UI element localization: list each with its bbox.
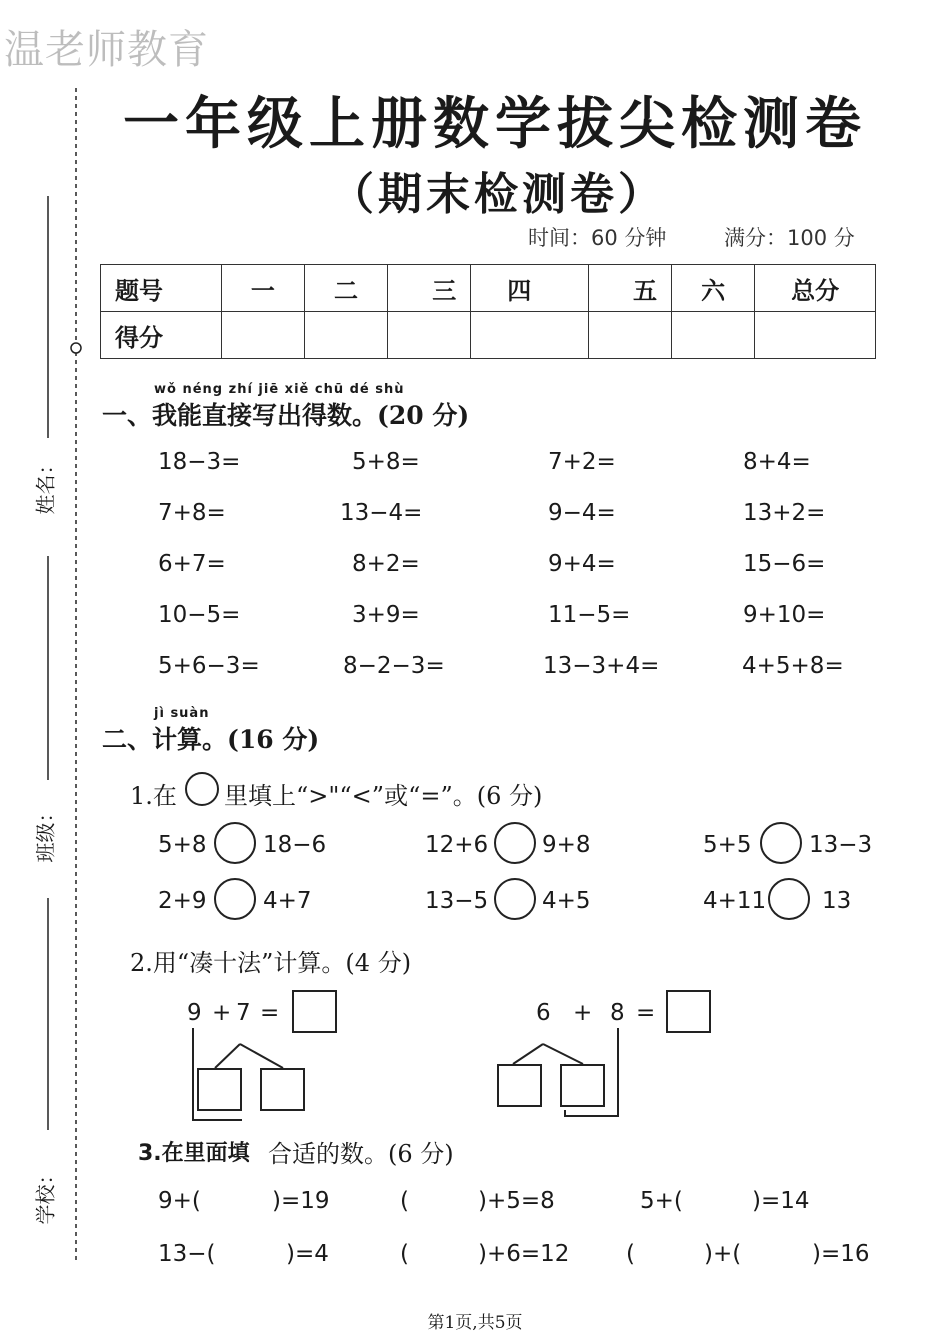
score-cell[interactable]	[755, 312, 876, 359]
compare-circle[interactable]	[494, 878, 536, 920]
q3-title-rest: 合适的数。(6 分)	[268, 1140, 454, 1168]
make-ten-right-b: 8	[610, 1000, 625, 1026]
score-header-cell: 二	[304, 265, 387, 312]
make-ten-left-diagram	[180, 1020, 320, 1130]
score-header-cell: 一	[221, 265, 304, 312]
make-ten-right-op: +	[573, 1000, 593, 1026]
fill-blank-part: )+5=8	[478, 1188, 555, 1214]
compare-left: 13−5	[425, 888, 489, 914]
fill-blank-part: )=16	[812, 1241, 870, 1267]
score-table	[100, 264, 876, 359]
page-title: 一年级上册数学拔尖检测卷	[123, 91, 867, 157]
section2-title: 二、计算。(16 分)	[102, 725, 320, 754]
score-cell[interactable]	[388, 312, 471, 359]
equation: 7+2=	[548, 449, 616, 475]
score-header-cell: 五	[588, 265, 671, 312]
score-table-header-row	[101, 265, 876, 312]
make-ten-right-eq: =	[636, 1000, 656, 1026]
fill-blank-part: )+6=12	[478, 1241, 570, 1267]
fill-blank-part: 5+(	[640, 1188, 683, 1214]
equation: 9−4=	[548, 500, 616, 526]
equation: 15−6=	[743, 551, 826, 577]
equation: 13+2=	[743, 500, 826, 526]
binding-sidebar	[0, 0, 100, 1344]
equation: 13−4=	[340, 500, 423, 526]
equation: 6+7=	[158, 551, 226, 577]
equation: 13−3+4=	[543, 653, 660, 679]
equation: 11−5=	[548, 602, 631, 628]
score-header-cell: 题号	[101, 265, 222, 312]
compare-left: 5+5	[703, 832, 752, 858]
fill-blank-part: 9+(	[158, 1188, 201, 1214]
compare-left: 4+11	[703, 888, 767, 914]
name-label: 姓名：	[33, 454, 58, 515]
equation: 8−2−3=	[343, 653, 445, 679]
fill-blank-part: )=14	[752, 1188, 810, 1214]
score-table-score-row	[101, 312, 876, 359]
q2-title: 2.用“凑十法”计算。(4 分)	[130, 949, 412, 977]
fill-blank-part: (	[626, 1241, 635, 1267]
equation: 4+5+8=	[742, 653, 844, 679]
make-ten-right-a: 6	[536, 1000, 551, 1026]
make-ten-left-b: 7	[236, 1000, 251, 1026]
equation: 8+4=	[743, 449, 811, 475]
make-ten-left-op: +	[212, 1000, 232, 1026]
compare-right: 4+5	[542, 888, 591, 914]
score-header-cell: 四	[471, 265, 589, 312]
equation: 9+4=	[548, 551, 616, 577]
equation: 5+6−3=	[158, 653, 260, 679]
score-cell[interactable]	[221, 312, 304, 359]
compare-right: 13	[822, 888, 852, 914]
compare-circle[interactable]	[214, 822, 256, 864]
compare-left: 2+9	[158, 888, 207, 914]
make-ten-right-diagram	[495, 1020, 635, 1130]
equation: 7+8=	[158, 500, 226, 526]
page-footer: 第1页,共5页	[427, 1313, 523, 1333]
school-label: 学校：	[33, 1164, 58, 1225]
compare-circle[interactable]	[214, 878, 256, 920]
compare-left: 12+6	[425, 832, 489, 858]
q1-instruction: 里填上“>"“<”或“=”。(6 分)	[224, 782, 543, 810]
fill-blank-part: )=19	[272, 1188, 330, 1214]
fill-blank-part: (	[400, 1241, 409, 1267]
compare-right: 4+7	[263, 888, 312, 914]
make-ten-left-eq: =	[260, 1000, 280, 1026]
score-header-cell: 总分	[755, 265, 876, 312]
compare-circle[interactable]	[760, 822, 802, 864]
equation: 5+8=	[352, 449, 420, 475]
fill-blank-part: 13−(	[158, 1241, 216, 1267]
class-label: 班级：	[33, 802, 58, 863]
compare-right: 9+8	[542, 832, 591, 858]
equation: 3+9=	[352, 602, 420, 628]
score-header-cell: 三	[388, 265, 471, 312]
score-cell[interactable]	[588, 312, 671, 359]
q1-prefix: 1.在	[130, 782, 177, 810]
make-ten-answer-box[interactable]	[666, 990, 711, 1033]
equation: 10−5=	[158, 602, 241, 628]
score-row-label: 得分	[101, 312, 222, 359]
exam-time: 时间：60 分钟	[528, 226, 667, 250]
fill-blank-part: )+(	[704, 1241, 742, 1267]
compare-circle[interactable]	[494, 822, 536, 864]
equation: 8+2=	[352, 551, 420, 577]
compare-right: 13−3	[809, 832, 873, 858]
score-cell[interactable]	[672, 312, 755, 359]
equation: 18−3=	[158, 449, 241, 475]
equation: 9+10=	[743, 602, 826, 628]
fill-blank-part: )=4	[286, 1241, 329, 1267]
score-header-cell: 六	[672, 265, 755, 312]
score-cell[interactable]	[471, 312, 589, 359]
page-subtitle: （期末检测卷）	[330, 169, 666, 220]
fill-blank-part: (	[400, 1188, 409, 1214]
watermark: 温老师教育	[4, 27, 209, 73]
score-cell[interactable]	[304, 312, 387, 359]
make-ten-left-a: 9	[187, 1000, 202, 1026]
compare-right: 18−6	[263, 832, 327, 858]
compare-left: 5+8	[158, 832, 207, 858]
q3-title-bold: 3.在里面填	[138, 1141, 250, 1166]
full-score: 满分：100 分	[724, 226, 855, 250]
compare-circle[interactable]	[768, 878, 810, 920]
section1-title: 一、我能直接写出得数。(20 分)	[102, 401, 470, 430]
compare-circle-example	[185, 772, 219, 806]
section1-pinyin: wǒ néng zhí jiē xiě chū dé shù	[154, 382, 405, 397]
section2-pinyin: jì suàn	[154, 706, 210, 721]
